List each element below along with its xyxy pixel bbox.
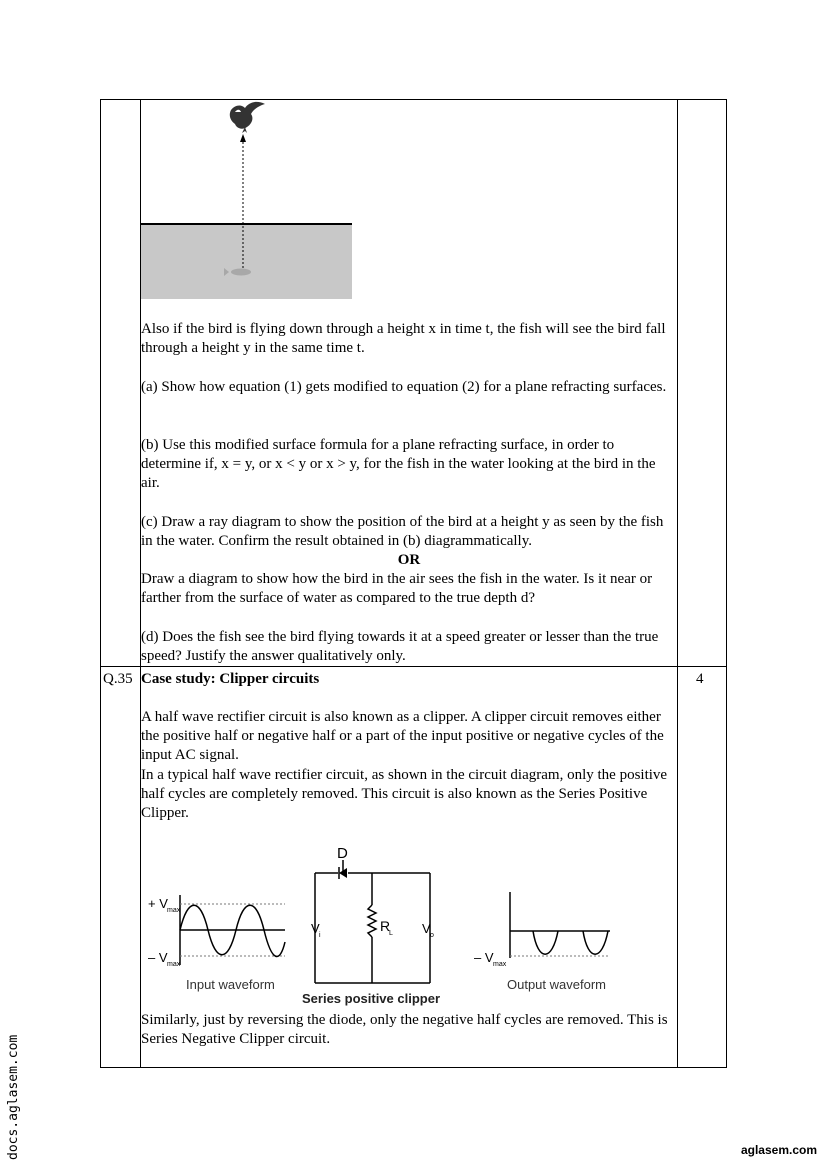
column-divider-right	[677, 100, 678, 1067]
marks-value: 4	[696, 671, 704, 687]
clipper-circuit-figure	[140, 840, 620, 1010]
resistor-symbol	[368, 905, 376, 937]
case-study-title: Case study: Clipper circuits	[141, 671, 320, 687]
input-waveform-label: Input waveform	[186, 977, 275, 992]
plus-vmax-label: + V	[148, 896, 168, 911]
output-minus-vmax-subscript: max	[493, 961, 507, 968]
bird-fish-figure	[141, 100, 356, 302]
output-waveform-label: Output waveform	[507, 977, 606, 992]
water-region	[141, 224, 352, 299]
clipper-intro-paragraph: A half wave rectifier circuit is also known as a clipper. A clipper circuit removes either the positive half or negative half or a part of the input positive or negative cycles of the input AC signal.	[141, 709, 664, 764]
part-b-text: (b) Use this modified surface formula for a plane refracting surface, in order to determine if, x = y, or x < y or x > y, for the fish in the water looking at the bird in the air.	[141, 437, 656, 492]
vi-label: V	[311, 921, 320, 936]
vo-subscript: o	[430, 932, 434, 939]
input-waveform	[180, 895, 285, 965]
circuit-caption: Series positive clipper	[302, 991, 441, 1006]
part-c-text: (c) Draw a ray diagram to show the position of the bird at a height y as seen by the fish in the water. Confirm the result obtained in (b) diagrammatically.	[141, 514, 664, 550]
bird-icon	[230, 102, 265, 133]
minus-vmax-label: – V	[148, 950, 168, 965]
part-c-alternative-text: Draw a diagram to show how the bird in the air sees the fish in the water. Is it near or farther from the surface of water as compared to the true depth d?	[141, 571, 653, 607]
plus-vmax-subscript: max	[167, 907, 181, 914]
series-positive-clipper-circuit	[315, 860, 430, 983]
vo-label: V	[422, 921, 431, 936]
diode-label: D	[337, 845, 348, 862]
rl-label: R	[380, 918, 391, 934]
side-watermark: docs.aglasem.com	[6, 1034, 21, 1160]
arrow-head	[240, 134, 246, 142]
rl-subscript: L	[389, 930, 393, 937]
vi-subscript: i	[319, 932, 321, 939]
part-d-text: (d) Does the fish see the bird flying towards it at a speed greater or lesser than the true speed? Justify the answer qualitatively only.	[141, 629, 659, 665]
question-number: Q.35	[103, 671, 133, 687]
output-waveform	[510, 892, 610, 958]
minus-vmax-subscript: max	[167, 961, 181, 968]
bird-paragraph: Also if the bird is flying down through a height x in time t, the fish will see the bird fall through a height y in the same time t.	[141, 321, 666, 357]
negative-clipper-paragraph: Similarly, just by reversing the diode, only the negative half cycles are removed. This is Series Negative Clipper circuit.	[141, 1012, 668, 1048]
footer-brand: aglasem.com	[740, 1143, 817, 1157]
output-minus-vmax-label: – V	[474, 950, 494, 965]
half-wave-paragraph: In a typical half wave rectifier circuit, as shown in the circuit diagram, only the positive half cycles are completely removed. This circuit is also known as the Series Positive Clipper.	[141, 767, 668, 822]
part-a-text: (a) Show how equation (1) gets modified to equation (2) for a plane refracting surfaces.	[141, 379, 667, 395]
or-separator: OR	[397, 552, 421, 568]
